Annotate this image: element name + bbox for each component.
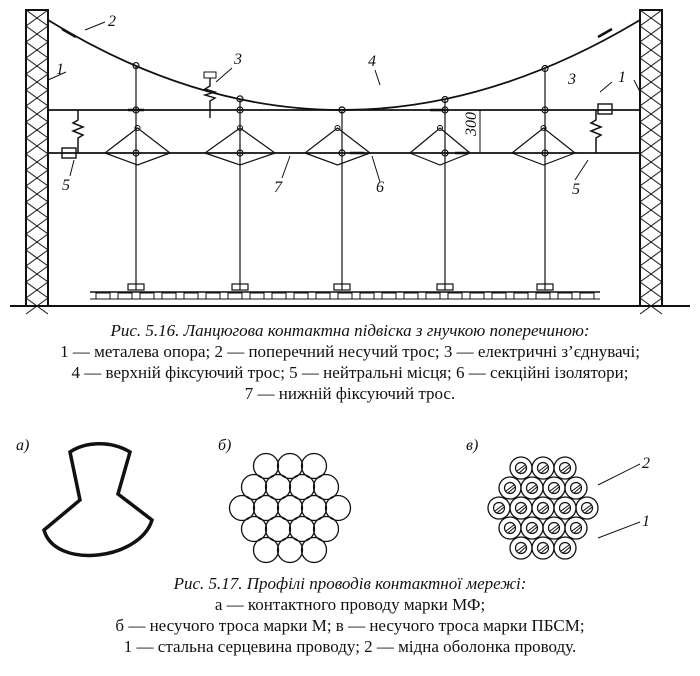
panel-c-label: в) [466,437,479,454]
label-3-right: 3 [568,71,576,88]
left-metal-mast [26,10,48,314]
copper-strand-profile [230,454,351,563]
dimension-300 [463,110,484,153]
right-metal-mast [640,10,662,314]
label-5-right: 5 [572,181,580,198]
caption-line: 4 — верхній фіксуючий трос; 5 — нейтральні місця; 6 — секційні ізолятори; [71,363,629,382]
label-1-steel-core: 1 [642,513,650,530]
wire-profiles-diagram [0,430,700,580]
catenary-suspension-diagram [0,0,700,320]
label-2: 2 [108,13,116,30]
caption-line: б — несучого троса марки М; в — несучого троса марки ПБСМ; [115,616,585,635]
label-4: 4 [368,53,376,70]
panel-a-label: а) [16,437,30,454]
label-5-left: 5 [62,177,70,194]
registration-arms [105,126,575,166]
figure-5-17-caption [0,573,700,657]
label-1-right: 1 [618,69,626,86]
neutral-section-right [591,110,601,153]
caption-line: а — контактного проводу марки МФ; [214,595,486,614]
caption-title: Рис. 5.17. Профілі проводів контактної мережі: [173,574,527,593]
caption-title: Рис. 5.16. Ланцюгова контактна підвіска з гнучкою поперечиною: [110,321,590,340]
electrical-connector [205,78,215,118]
caption-line: 1 — металева опора; 2 — поперечний несучий трос; 3 — електричні з’єднувачі; [60,342,640,361]
label-6: 6 [376,179,384,196]
label-2-copper-sheath: 2 [642,455,650,472]
neutral-section-left [73,110,83,153]
bimetal-strand-profile [488,457,598,559]
part-labels [56,13,626,198]
label-7: 7 [274,179,282,196]
track-bed [10,292,690,306]
figure-5-16-caption [0,320,700,404]
caption-line: 7 — нижній фіксуючий трос. [244,384,456,403]
transverse-carrying-cable [48,20,640,110]
caption-line: 1 — стальна серцевина проводу; 2 — мідна оболонка проводу. [123,637,577,656]
label-3-left: 3 [234,51,242,68]
dimension-label: 300 [463,112,480,136]
hangers [128,63,553,290]
panel-b-label: б) [218,437,232,454]
grooved-contact-wire-profile [44,444,152,556]
label-1-left: 1 [56,61,64,78]
